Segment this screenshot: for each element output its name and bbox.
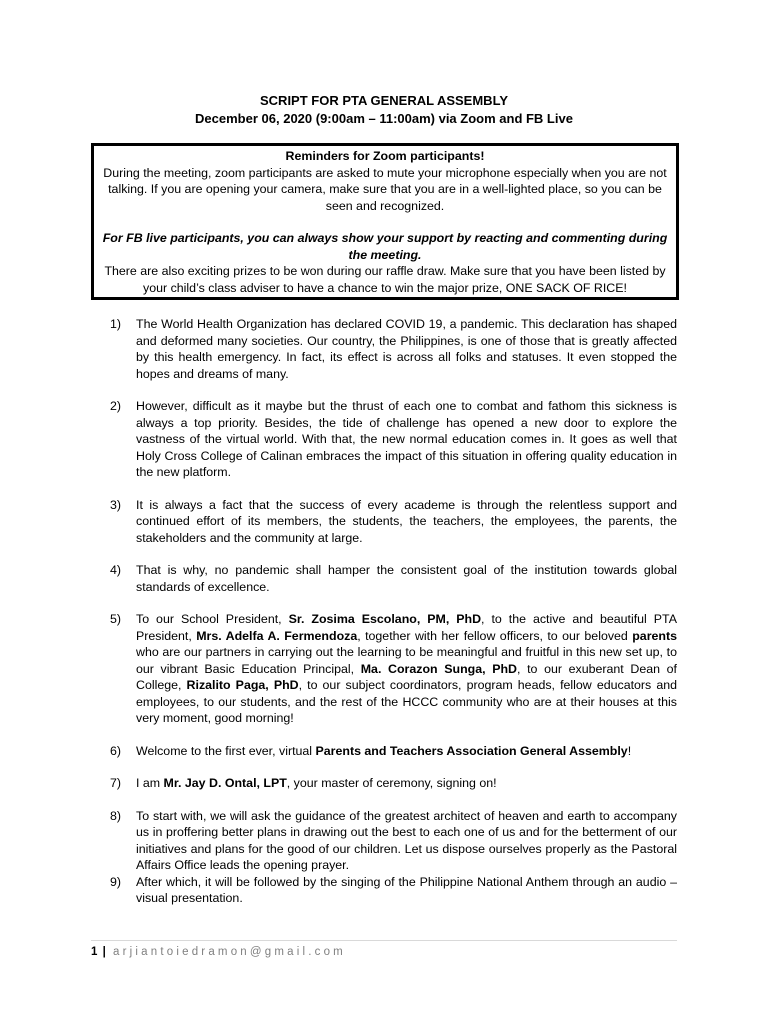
emphasized-text: Parents and Teachers Association General Assembly (315, 743, 628, 758)
text-run: , your master of ceremony, signing on! (286, 776, 497, 790)
list-item (110, 562, 677, 595)
list-item-text (136, 498, 677, 545)
list-item-number: 9) (110, 874, 122, 889)
footer-email: arjiantoiedramon@gmail.com (113, 946, 346, 958)
script-items-list (110, 316, 677, 907)
emphasized-text: Sr. Zosima Escolano, PM, PhD (288, 612, 482, 626)
emphasized-text: Ma. Corazon Sunga, PhD (360, 661, 517, 676)
reminders-heading: Reminders for Zoom participants! (285, 149, 485, 163)
list-item-number: 4) (110, 563, 122, 577)
list-item-text (136, 612, 677, 725)
reminders-box (91, 143, 679, 300)
text-run: Welcome to the first ever, virtual (136, 743, 316, 758)
list-item-text (136, 875, 677, 906)
list-item-number: 6) (110, 743, 122, 758)
list-item-text (136, 399, 677, 479)
text-run: I am (136, 776, 164, 790)
emphasized-text: Mr. Jay D. Ontal, LPT (163, 776, 287, 790)
list-item-text (136, 563, 677, 594)
page-footer (91, 945, 346, 959)
list-item (110, 398, 677, 481)
fb-reminder-heading: For FB live participants, you can always show your support by reacting and commenting during the meeting. (102, 231, 668, 262)
text-run: That is why, no pandemic shall hamper the consistent goal of the institution towards global standards of excellence. (136, 563, 677, 594)
text-run: who are our partners in carrying out the learning to be meaningful and fruitful in this new set up, to our vibrant Basic Education Principal, (136, 645, 677, 676)
text-run: To start with, we will ask the guidance of the greatest architect of heaven and earth to accompany us in proffering better plans in drawing out the best to each one of us and for the betterment of our initiatives and plans for the good of our children. Let us dispose ourselves properly as the Pastoral Affairs Office leads the opening prayer. (136, 808, 677, 872)
list-item (110, 775, 677, 792)
list-item (110, 497, 677, 547)
list-item-number: 5) (110, 612, 122, 626)
list-item-number: 8) (110, 808, 122, 823)
document-title: SCRIPT FOR PTA GENERAL ASSEMBLY (260, 93, 508, 108)
emphasized-text: parents (632, 628, 677, 643)
text-run: To our School President, (136, 612, 289, 626)
text-run: It is always a fact that the success of every academe is through the relentless support and continued effort of its members, the students, the teachers, the employees, the parents, the stakeholders and the community at large. (136, 497, 677, 545)
list-item-number: 2) (110, 399, 122, 413)
text-run: , to our subject coordinators, program heads, fellow educators and employees, to our students, and the rest of the HCCC community who are at their houses at this very moment, good morning! (136, 678, 678, 725)
list-item (110, 611, 677, 727)
list-item-number: 3) (110, 497, 122, 512)
text-run: , to the active and beautiful PTA President, (136, 612, 677, 643)
page-number: 1 (91, 946, 98, 958)
list-item-text (136, 809, 677, 873)
emphasized-text: Mrs. Adelfa A. Fermendoza (196, 628, 358, 643)
list-item-text (136, 776, 497, 790)
text-run: , together with her fellow officers, to our beloved (357, 628, 633, 643)
text-run: ! (627, 743, 632, 758)
list-item (110, 874, 677, 907)
list-item-text (136, 744, 631, 758)
emphasized-text: Rizalito Paga, PhD (186, 678, 299, 692)
text-run: The World Health Organization has declared COVID 19, a pandemic. This declaration has shaped and deformed many societies. Our country, the Philippines, is one of those that is greatly affected by this health emergency. In fact, its effect is across all folks and statuses. It even stopped the hopes and dreams of many. (136, 317, 677, 381)
list-item-number: 1) (110, 317, 122, 331)
list-item (110, 808, 677, 874)
footer-divider (91, 940, 677, 941)
fb-reminder-text: There are also exciting prizes to be won during our raffle draw. Make sure that you have been listed by your child’s class adviser to have a chance to win the major prize, ONE SACK OF RICE! (104, 264, 666, 295)
footer-separator: | (102, 946, 106, 958)
list-item-number: 7) (110, 776, 122, 790)
list-item (110, 316, 677, 382)
text-run: However, difficult as it maybe but the thrust of each one to combat and fathom this sickness is always a top priority. Besides, the tide of challenge has opened a new door to explore the vastness of the virtual world. With that, the new normal education comes in. It goes as well that Holy Cross College of Calinan embraces the impact of this situation in offering quality education in the new platform. (136, 399, 677, 479)
list-item-text (136, 317, 677, 381)
text-run: After which, it will be followed by the singing of the Philippine National Anthem through an audio – visual presentation. (136, 874, 677, 905)
list-item (110, 743, 677, 760)
zoom-reminder-text: During the meeting, zoom participants are asked to mute your microphone especially when you are not talking. If you are opening your camera, make sure that you are in a well-lighted place, so you can be seen and recognized. (103, 165, 667, 213)
text-run: , to our exuberant Dean of College, (136, 661, 678, 692)
document-subtitle: December 06, 2020 (9:00am – 11:00am) via Zoom and FB Live (195, 111, 573, 126)
